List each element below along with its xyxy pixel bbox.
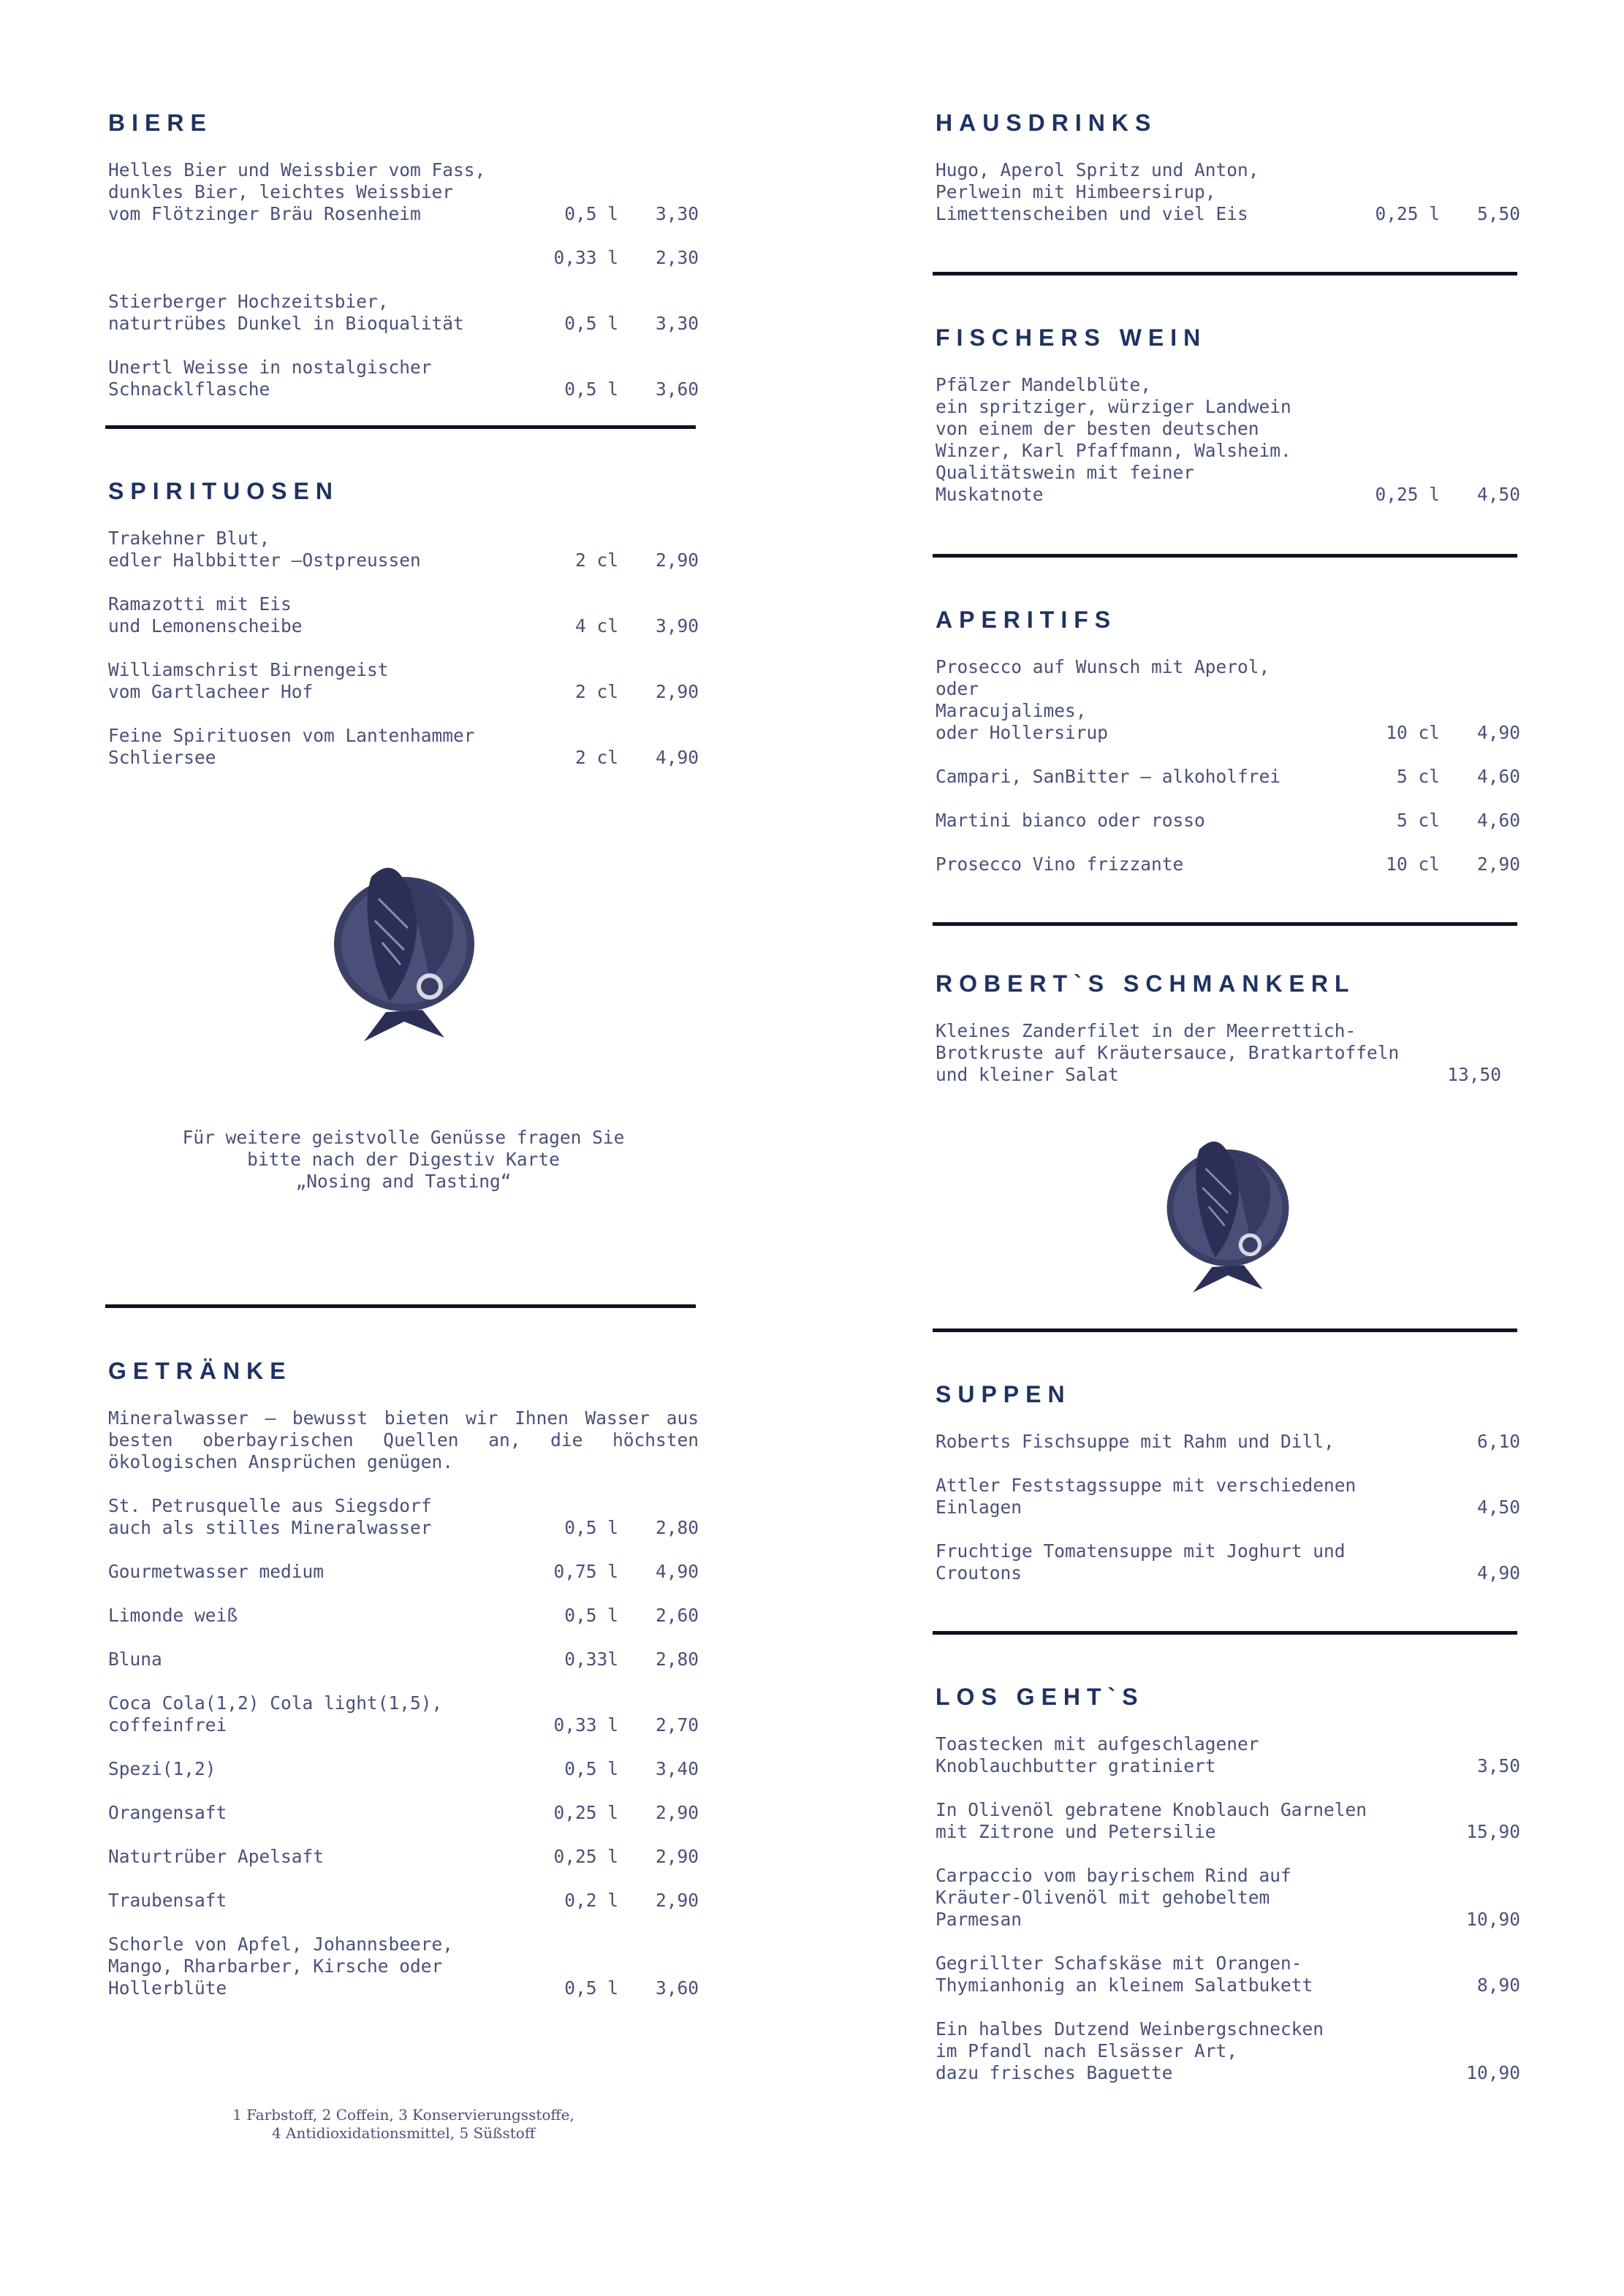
section-title: BIERE <box>108 110 213 136</box>
menu-item <box>108 528 699 571</box>
menu-item <box>108 1934 699 1999</box>
item-volume: 5 cl <box>1396 766 1440 787</box>
section-title: ROBERT`S SCHMANKERL <box>936 970 1356 997</box>
section-title: HAUSDRINKS <box>936 110 1158 136</box>
section-title: GETRÄNKE <box>108 1358 292 1384</box>
menu-item <box>936 810 1520 832</box>
item-volume: 10 cl <box>1386 854 1440 875</box>
menu-item <box>936 1953 1520 1996</box>
item-price: 4,90 <box>655 1561 699 1582</box>
menu-item <box>936 854 1520 875</box>
menu-item <box>108 1605 699 1627</box>
item-volume: 2 cl <box>574 681 618 702</box>
item-volume: 0,5 l <box>564 1758 618 1779</box>
section-spirituosen <box>108 476 699 769</box>
section-wein <box>936 323 1520 506</box>
item-price: 2,90 <box>655 550 699 571</box>
item-description: Stierberger Hochzeitsbier, naturtrübes Dunkel in Bioqualität <box>108 291 464 334</box>
item-price: 10,90 <box>1466 2062 1520 2083</box>
divider <box>933 272 1517 275</box>
item-price: 13,50 <box>1447 1064 1501 1085</box>
item-volume: 4 cl <box>574 615 618 636</box>
item-price: 2,90 <box>655 1802 699 1823</box>
item-volume: 0,2 l <box>564 1890 618 1911</box>
item-price: 3,60 <box>655 379 699 400</box>
item-price: 2,90 <box>655 1890 699 1911</box>
menu-item <box>108 593 699 637</box>
additives-footnote: 1 Farbstoff, 2 Coffein, 3 Konservierungsstoffe, 4 Antidioxidationsmittel, 5 Süßstoff <box>232 2106 574 2142</box>
menu-item <box>108 159 699 225</box>
item-volume: 0,5 l <box>564 1977 618 1999</box>
item-volume: 0,33 l <box>553 1714 618 1736</box>
item-price: 2,80 <box>655 1517 699 1538</box>
menu-item <box>108 1890 699 1912</box>
section-suppen <box>936 1380 1520 1584</box>
menu-item <box>936 1799 1520 1843</box>
item-volume: 0,5 l <box>564 1605 618 1626</box>
menu-item <box>108 1561 699 1583</box>
section-hausdrinks <box>936 108 1520 225</box>
item-volume: 0,33 l <box>553 247 618 268</box>
item-price: 2,70 <box>655 1714 699 1736</box>
menu-item <box>108 1692 699 1736</box>
item-description: Ramazotti mit Eis und Lemonenscheibe <box>108 593 303 636</box>
menu-item <box>936 159 1520 225</box>
item-description: Williamschrist Birnengeist vom Gartlacheer Hof <box>108 659 389 702</box>
section-title: LOS GEHT`S <box>936 1684 1145 1710</box>
item-description: Fruchtige Tomatensuppe mit Joghurt und Croutons <box>936 1540 1346 1584</box>
item-volume: 0,33l <box>564 1649 618 1670</box>
menu-item <box>108 1846 699 1868</box>
item-price: 4,60 <box>1476 766 1520 787</box>
item-description: Gegrillter Schafskäse mit Orangen- Thymianhonig an kleinem Salatbukett <box>936 1953 1313 1996</box>
item-price: 3,40 <box>655 1758 699 1779</box>
item-description: Prosecco auf Wunsch mit Aperol, oder Maracujalimes, oder Hollersirup <box>936 656 1270 743</box>
item-description: Carpaccio vom bayrischem Rind auf Kräuter-Olivenöl mit gehobeltem Parmesan <box>936 1865 1291 1930</box>
section-biere <box>108 108 699 400</box>
item-price: 2,90 <box>1476 854 1520 875</box>
item-price: 3,90 <box>655 615 699 636</box>
item-price: 3,30 <box>655 313 699 334</box>
menu-item <box>936 1431 1520 1453</box>
item-volume: 0,5 l <box>564 203 618 224</box>
item-price: 4,90 <box>1476 722 1520 743</box>
menu-item <box>936 1020 1520 1086</box>
digestiv-note: Für weitere geistvolle Genüsse fragen Sie bitte nach der Digestiv Karte „Nosing and Tasting“ <box>182 1127 625 1192</box>
item-list <box>936 1020 1520 1086</box>
item-description: Schorle von Apfel, Johannsbeere, Mango, Rharbarber, Kirsche oder Hollerblüte <box>108 1934 454 1999</box>
item-price: 4,90 <box>655 747 699 768</box>
item-price: 5,50 <box>1476 203 1520 224</box>
item-price: 15,90 <box>1466 1821 1520 1842</box>
menu-item <box>108 659 699 703</box>
item-description: Hugo, Aperol Spritz und Anton, Perlwein mit Himbeersirup, Limettenscheiben und viel Eis <box>936 159 1259 224</box>
menu-item <box>936 1475 1520 1518</box>
item-volume: 2 cl <box>574 747 618 768</box>
menu-item <box>108 1802 699 1824</box>
item-price: 3,60 <box>655 1977 699 1999</box>
divider <box>933 554 1517 558</box>
menu-item <box>936 1865 1520 1931</box>
item-description: Bluna <box>108 1649 162 1670</box>
menu-item <box>108 725 699 769</box>
menu-item <box>108 1495 699 1539</box>
getraenke-intro: Mineralwasser – bewusst bieten wir Ihnen Wasser aus besten oberbayrischen Quellen an, die höchsten ökologischen Ansprüchen genügen. <box>108 1407 699 1472</box>
item-list <box>936 1431 1520 1584</box>
item-description: Attler Feststagssuppe mit verschiedenen Einlagen <box>936 1475 1357 1518</box>
item-price: 2,60 <box>655 1605 699 1626</box>
item-price: 3,30 <box>655 203 699 224</box>
item-description: Trakehner Blut, edler Halbbitter –Ostpreussen <box>108 528 421 571</box>
item-description: Orangensaft <box>108 1802 227 1823</box>
item-list <box>936 1733 1520 2084</box>
fish-plate-icon <box>320 855 488 1045</box>
item-price: 4,90 <box>1476 1562 1520 1584</box>
menu-item <box>108 357 699 400</box>
item-price: 4,50 <box>1476 484 1520 505</box>
menu-item <box>936 1733 1520 1777</box>
item-description: Roberts Fischsuppe mit Rahm und Dill, <box>936 1431 1335 1452</box>
item-list <box>936 374 1520 506</box>
item-description: Campari, SanBitter – alkoholfrei <box>936 766 1281 787</box>
item-list <box>936 656 1520 875</box>
section-aperitifs <box>936 605 1520 875</box>
section-losgehts <box>936 1682 1520 2084</box>
divider <box>933 1328 1517 1332</box>
item-description: Martini bianco oder rosso <box>936 810 1205 831</box>
divider <box>933 1631 1517 1635</box>
item-description: Gourmetwasser medium <box>108 1561 325 1582</box>
menu-item <box>108 291 699 335</box>
item-price: 3,50 <box>1476 1755 1520 1776</box>
item-price: 6,10 <box>1476 1431 1520 1452</box>
item-description: Spezi(1,2) <box>108 1758 216 1779</box>
item-price: 10,90 <box>1466 1909 1520 1930</box>
item-price: 4,60 <box>1476 810 1520 831</box>
item-volume: 0,75 l <box>553 1561 618 1582</box>
item-description: Coca Cola(1,2) Cola light(1,5), coffeinfrei <box>108 1692 443 1736</box>
divider <box>933 922 1517 926</box>
menu-item <box>936 656 1520 744</box>
item-price: 2,30 <box>655 247 699 268</box>
menu-item <box>936 2018 1520 2084</box>
item-volume: 0,5 l <box>564 313 618 334</box>
item-volume: 0,25 l <box>1375 203 1440 224</box>
menu-item <box>936 1540 1520 1584</box>
item-description: Unertl Weisse in nostalgischer Schnacklflasche <box>108 357 432 400</box>
item-description: Prosecco Vino frizzante <box>936 854 1184 875</box>
item-description: Limonde weiß <box>108 1605 238 1626</box>
item-list <box>108 159 699 400</box>
item-volume: 0,25 l <box>553 1802 618 1823</box>
item-list <box>108 528 699 769</box>
item-volume: 0,25 l <box>553 1846 618 1867</box>
section-title: FISCHERS WEIN <box>936 324 1207 351</box>
item-description: Feine Spirituosen vom Lantenhammer Schliersee <box>108 725 475 768</box>
item-price: 2,90 <box>655 1846 699 1867</box>
item-list <box>936 159 1520 225</box>
item-price: 8,90 <box>1476 1974 1520 1996</box>
item-price: 4,50 <box>1476 1497 1520 1518</box>
item-price: 2,90 <box>655 681 699 702</box>
divider <box>105 425 696 429</box>
item-volume: 2 cl <box>574 550 618 571</box>
menu-item <box>108 1649 699 1670</box>
item-description: Toastecken mit aufgeschlagener Knoblauchbutter gratiniert <box>936 1733 1259 1776</box>
section-title: SUPPEN <box>936 1381 1071 1407</box>
item-description: Pfälzer Mandelblüte, ein spritziger, würziger Landwein von einem der besten deutschen Winzer, Karl Pfaffmann, Walsheim. Qualitätswein mit feiner Muskatnote <box>936 374 1291 505</box>
item-volume: 0,5 l <box>564 379 618 400</box>
section-getraenke <box>108 1356 699 1999</box>
item-description: Naturtrüber Apelsaft <box>108 1846 325 1867</box>
section-title: APERITIFS <box>936 607 1118 633</box>
item-volume: 10 cl <box>1386 722 1440 743</box>
menu-item <box>108 247 699 269</box>
item-description: Helles Bier und Weissbier vom Fass, dunkles Bier, leichtes Weissbier vom Flötzinger Bräu Rosenheim <box>108 159 486 224</box>
item-price: 2,80 <box>655 1649 699 1670</box>
item-volume: 5 cl <box>1396 810 1440 831</box>
item-list <box>108 1495 699 1999</box>
item-volume: 0,25 l <box>1375 484 1440 505</box>
item-volume: 0,5 l <box>564 1517 618 1538</box>
item-description: Traubensaft <box>108 1890 227 1911</box>
item-description: Ein halbes Dutzend Weinbergschnecken im Pfandl nach Elsässer Art, dazu frisches Baguette <box>936 2018 1324 2083</box>
menu-item <box>936 374 1520 506</box>
section-schmankerl <box>936 969 1520 1086</box>
item-description: Kleines Zanderfilet in der Meerrettich- Brotkruste auf Kräutersauce, Bratkartoffeln und kleiner Salat <box>936 1020 1400 1085</box>
fish-plate-icon <box>1155 1125 1301 1301</box>
item-description: St. Petrusquelle aus Siegsdorf auch als stilles Mineralwasser <box>108 1495 432 1538</box>
menu-item <box>936 766 1520 788</box>
item-description: In Olivenöl gebratene Knoblauch Garnelen mit Zitrone und Petersilie <box>936 1799 1367 1842</box>
section-title: SPIRITUOSEN <box>108 478 339 504</box>
divider <box>105 1304 696 1308</box>
menu-item <box>108 1758 699 1780</box>
